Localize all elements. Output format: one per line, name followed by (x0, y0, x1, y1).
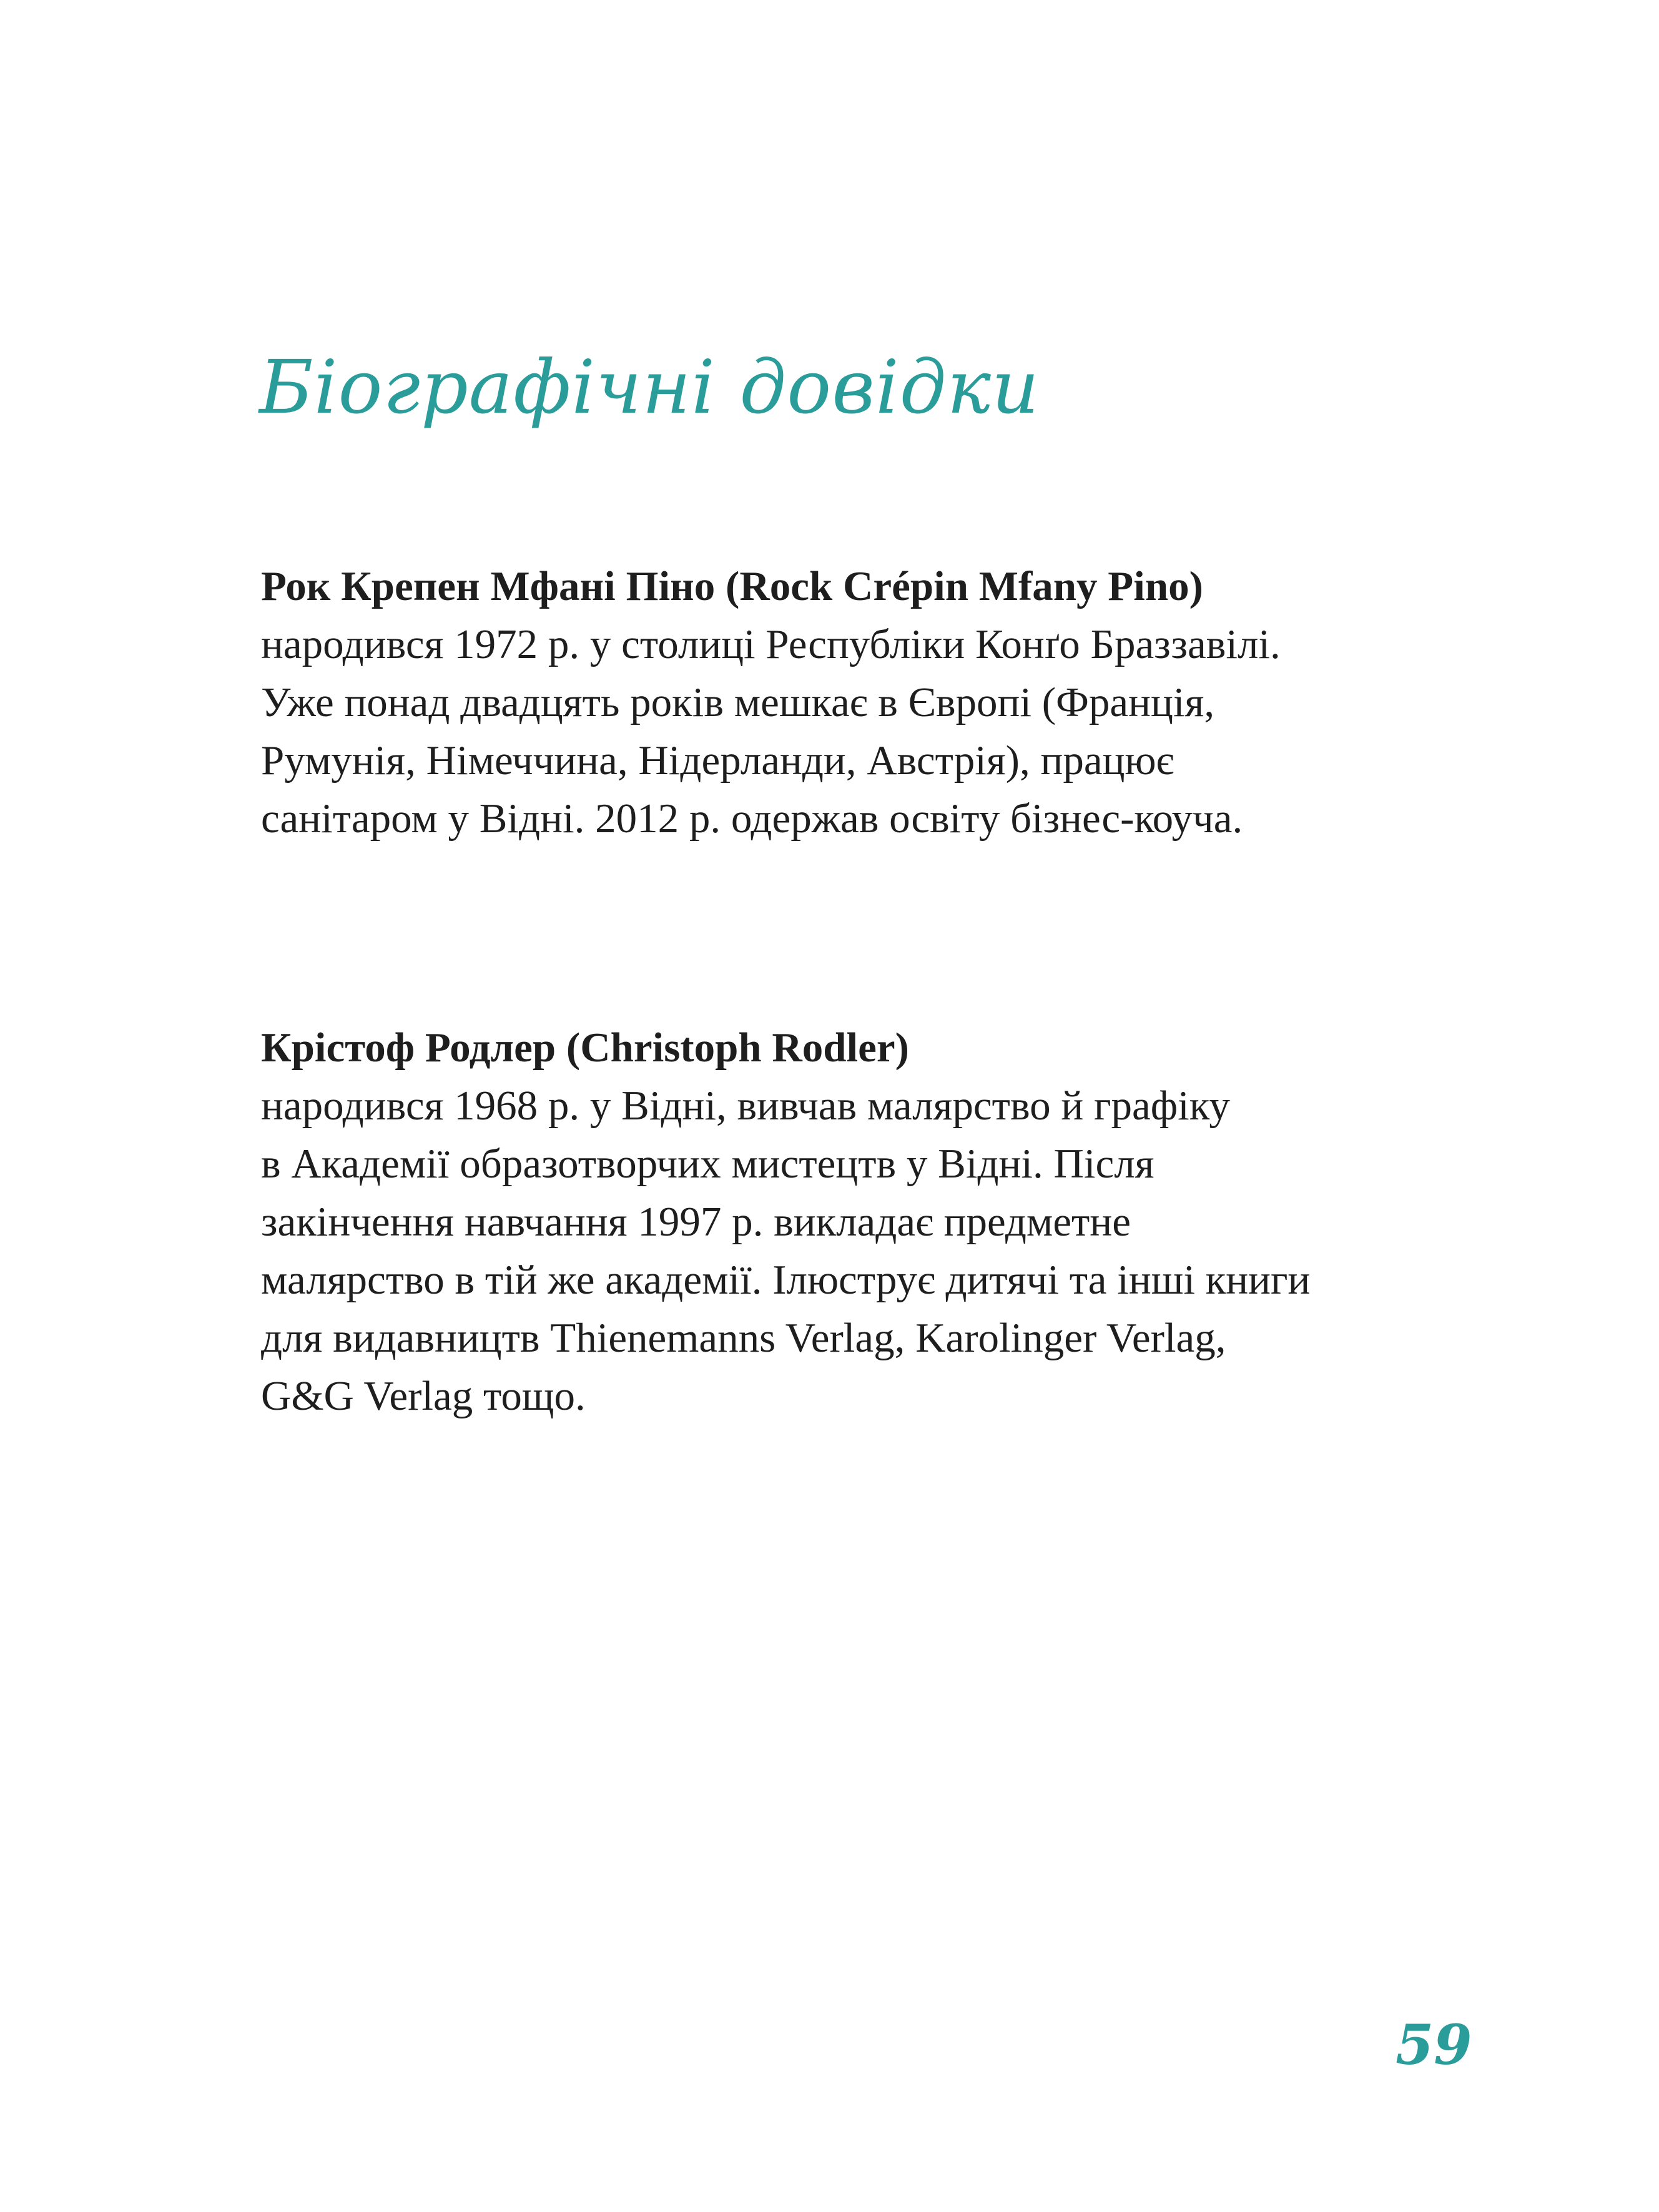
biography-text-line: народився 1972 р. у столиці Республіки Конґо Браззавілі. (261, 621, 1281, 667)
biography-name: Крістоф Родлер (Christoph Rodler) (261, 1025, 909, 1071)
biography-text-line: Уже понад двадцять років мешкає в Європі (Франція, (261, 679, 1215, 725)
biography-text-line: закінчення навчання 1997 р. викладає предметне (261, 1199, 1131, 1245)
biography-text-line: малярство в тій же академії. Ілюструє дитячі та інші книги (261, 1257, 1311, 1303)
biography-name: Рок Крепен Мфані Піно (Rock Crépin Mfany Pino) (261, 563, 1203, 609)
biography-text-line: народився 1968 р. у Відні, вивчав малярство й графіку (261, 1083, 1230, 1129)
biography-text-line: для видавництв Thienemanns Verlag, Karolinger Verlag, (261, 1315, 1226, 1361)
biography-text-line: Румунія, Німеччина, Нідерланди, Австрія), працює (261, 737, 1174, 784)
biography-entry-rodler (261, 1019, 1479, 1425)
biography-text-line: в Академії образотворчих мистецтв у Відні. Після (261, 1141, 1154, 1187)
page-number: 59 (1396, 2012, 1472, 2077)
biography-text-line: G&G Verlag тощо. (261, 1373, 586, 1419)
page-title: Біографічні довідки (259, 344, 1040, 430)
biography-text-line: санітаром у Відні. 2012 р. одержав освіту бізнес-коуча. (261, 795, 1243, 842)
biography-entry-pino (261, 558, 1479, 848)
